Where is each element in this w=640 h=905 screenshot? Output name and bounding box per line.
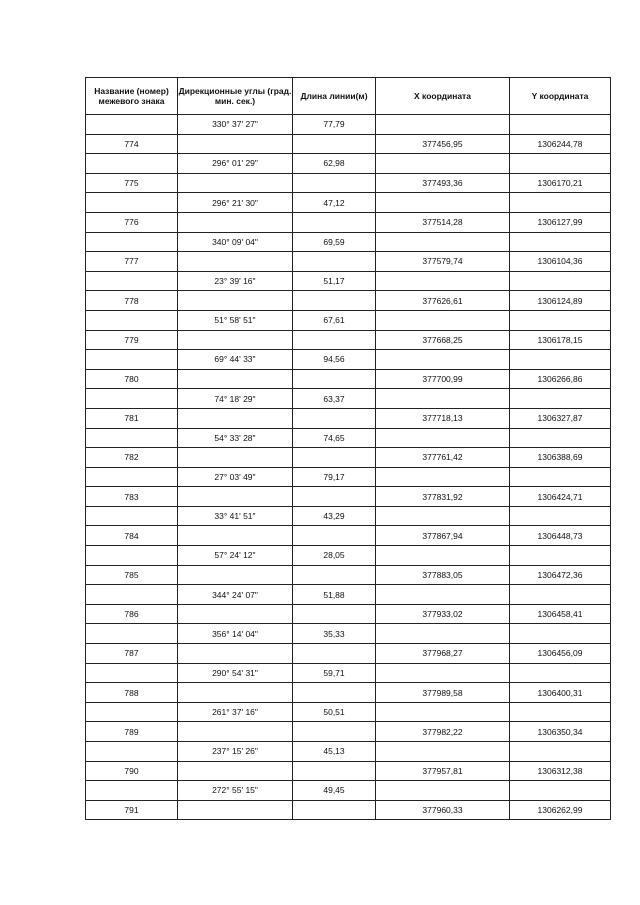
cell-x-coordinate: 377957,81 — [376, 761, 510, 781]
cell-point-name: 790 — [86, 761, 178, 781]
cell-direction-angle — [178, 212, 293, 232]
cell-line-length: 59,71 — [293, 663, 376, 683]
cell-point-name: 786 — [86, 604, 178, 624]
cell-point-name — [86, 781, 178, 801]
cell-line-length: 49,45 — [293, 781, 376, 801]
cell-point-name: 782 — [86, 448, 178, 468]
table-row — [86, 702, 611, 722]
cell-x-coordinate — [376, 663, 510, 683]
header-line-length: Длина линии(м) — [293, 78, 376, 115]
cell-x-coordinate — [376, 781, 510, 801]
cell-point-name — [86, 310, 178, 330]
cell-y-coordinate — [510, 310, 611, 330]
cell-point-name: 783 — [86, 487, 178, 507]
cell-point-name — [86, 232, 178, 252]
cell-direction-angle: 54° 33' 28" — [178, 428, 293, 448]
header-x-coordinate: X координата — [376, 78, 510, 115]
cell-y-coordinate — [510, 506, 611, 526]
cell-y-coordinate — [510, 350, 611, 370]
cell-line-length — [293, 330, 376, 350]
cell-line-length: 69,59 — [293, 232, 376, 252]
cell-x-coordinate: 377493,36 — [376, 173, 510, 193]
cell-x-coordinate — [376, 193, 510, 213]
table-row — [86, 252, 611, 272]
cell-point-name: 791 — [86, 800, 178, 820]
cell-y-coordinate — [510, 271, 611, 291]
cell-x-coordinate — [376, 350, 510, 370]
cell-x-coordinate — [376, 467, 510, 487]
cell-line-length — [293, 134, 376, 154]
cell-line-length: 43,29 — [293, 506, 376, 526]
cell-point-name: 778 — [86, 291, 178, 311]
cell-x-coordinate — [376, 585, 510, 605]
cell-y-coordinate: 1306350,34 — [510, 722, 611, 742]
table-row — [86, 408, 611, 428]
cell-x-coordinate — [376, 154, 510, 174]
cell-direction-angle — [178, 134, 293, 154]
cell-direction-angle: 330° 37' 27" — [178, 115, 293, 135]
cell-point-name: 788 — [86, 683, 178, 703]
cell-x-coordinate: 377933,02 — [376, 604, 510, 624]
table-row — [86, 467, 611, 487]
cell-direction-angle: 27° 03' 49" — [178, 467, 293, 487]
cell-x-coordinate — [376, 389, 510, 409]
cell-y-coordinate — [510, 624, 611, 644]
table-header-row — [86, 78, 611, 115]
cell-x-coordinate: 377982,22 — [376, 722, 510, 742]
cell-direction-angle: 261° 37' 16" — [178, 702, 293, 722]
cell-direction-angle — [178, 644, 293, 664]
cell-line-length — [293, 408, 376, 428]
cell-line-length: 45,13 — [293, 742, 376, 762]
cell-x-coordinate: 377761,42 — [376, 448, 510, 468]
cell-point-name: 774 — [86, 134, 178, 154]
cell-y-coordinate — [510, 546, 611, 566]
table-row — [86, 526, 611, 546]
cell-x-coordinate: 377579,74 — [376, 252, 510, 272]
cell-x-coordinate: 377989,58 — [376, 683, 510, 703]
cell-line-length — [293, 761, 376, 781]
cell-y-coordinate — [510, 742, 611, 762]
cell-line-length — [293, 173, 376, 193]
table-row — [86, 350, 611, 370]
cell-line-length: 62,98 — [293, 154, 376, 174]
cell-point-name: 784 — [86, 526, 178, 546]
cell-direction-angle: 356° 14' 04" — [178, 624, 293, 644]
cell-line-length: 94,56 — [293, 350, 376, 370]
cell-x-coordinate — [376, 310, 510, 330]
cell-x-coordinate: 377968,27 — [376, 644, 510, 664]
header-point-name: Название (номер) межевого знака — [86, 78, 178, 115]
cell-point-name: 781 — [86, 408, 178, 428]
cell-line-length: 35,33 — [293, 624, 376, 644]
cell-x-coordinate — [376, 271, 510, 291]
cell-line-length: 51,88 — [293, 585, 376, 605]
cell-y-coordinate — [510, 193, 611, 213]
cell-direction-angle: 57° 24' 12" — [178, 546, 293, 566]
table-row — [86, 683, 611, 703]
table-row — [86, 193, 611, 213]
cell-y-coordinate — [510, 585, 611, 605]
cell-x-coordinate: 377700,99 — [376, 369, 510, 389]
table-row — [86, 722, 611, 742]
cell-y-coordinate — [510, 781, 611, 801]
cell-x-coordinate: 377514,28 — [376, 212, 510, 232]
cell-y-coordinate: 1306456,09 — [510, 644, 611, 664]
cell-direction-angle — [178, 800, 293, 820]
cell-x-coordinate: 377718,13 — [376, 408, 510, 428]
cell-y-coordinate — [510, 154, 611, 174]
cell-line-length: 63,37 — [293, 389, 376, 409]
cell-direction-angle: 296° 01' 29" — [178, 154, 293, 174]
cell-point-name — [86, 663, 178, 683]
cell-line-length — [293, 487, 376, 507]
cell-point-name: 777 — [86, 252, 178, 272]
cell-point-name — [86, 350, 178, 370]
table-row — [86, 761, 611, 781]
cell-point-name — [86, 389, 178, 409]
cell-point-name — [86, 154, 178, 174]
cell-y-coordinate — [510, 428, 611, 448]
table-row — [86, 781, 611, 801]
cell-x-coordinate: 377831,92 — [376, 487, 510, 507]
table-row — [86, 271, 611, 291]
cell-direction-angle: 296° 21' 30" — [178, 193, 293, 213]
cell-direction-angle: 33° 41' 51" — [178, 506, 293, 526]
cell-point-name: 787 — [86, 644, 178, 664]
cell-point-name — [86, 624, 178, 644]
cell-x-coordinate — [376, 546, 510, 566]
cell-line-length — [293, 800, 376, 820]
table-row — [86, 134, 611, 154]
cell-direction-angle: 69° 44' 33" — [178, 350, 293, 370]
cell-x-coordinate — [376, 624, 510, 644]
table-row — [86, 448, 611, 468]
table-row — [86, 310, 611, 330]
cell-y-coordinate: 1306388,69 — [510, 448, 611, 468]
cell-direction-angle — [178, 565, 293, 585]
cell-line-length — [293, 644, 376, 664]
cell-x-coordinate: 377456,95 — [376, 134, 510, 154]
table-row — [86, 565, 611, 585]
table-row — [86, 742, 611, 762]
cell-direction-angle — [178, 722, 293, 742]
cell-direction-angle — [178, 487, 293, 507]
cell-point-name — [86, 428, 178, 448]
header-y-coordinate: Y координата — [510, 78, 611, 115]
cell-y-coordinate: 1306127,99 — [510, 212, 611, 232]
boundary-coordinates-table — [85, 77, 611, 820]
cell-point-name — [86, 193, 178, 213]
cell-direction-angle — [178, 683, 293, 703]
table-row — [86, 291, 611, 311]
table-row — [86, 585, 611, 605]
table-row — [86, 487, 611, 507]
cell-direction-angle — [178, 604, 293, 624]
table-row — [86, 173, 611, 193]
cell-line-length: 67,61 — [293, 310, 376, 330]
cell-y-coordinate — [510, 467, 611, 487]
cell-x-coordinate — [376, 506, 510, 526]
cell-x-coordinate — [376, 232, 510, 252]
cell-line-length: 74,65 — [293, 428, 376, 448]
cell-y-coordinate: 1306262,99 — [510, 800, 611, 820]
cell-y-coordinate: 1306400,31 — [510, 683, 611, 703]
cell-x-coordinate: 377626,61 — [376, 291, 510, 311]
cell-y-coordinate — [510, 232, 611, 252]
cell-point-name — [86, 742, 178, 762]
cell-line-length — [293, 722, 376, 742]
cell-line-length — [293, 212, 376, 232]
cell-x-coordinate — [376, 742, 510, 762]
cell-y-coordinate — [510, 389, 611, 409]
cell-point-name — [86, 467, 178, 487]
cell-point-name — [86, 585, 178, 605]
cell-line-length: 47,12 — [293, 193, 376, 213]
cell-y-coordinate: 1306124,89 — [510, 291, 611, 311]
cell-point-name: 780 — [86, 369, 178, 389]
cell-direction-angle: 51° 58' 51" — [178, 310, 293, 330]
cell-line-length: 77,79 — [293, 115, 376, 135]
cell-direction-angle — [178, 526, 293, 546]
table-row — [86, 624, 611, 644]
cell-y-coordinate: 1306424,71 — [510, 487, 611, 507]
cell-point-name — [86, 546, 178, 566]
table-row — [86, 115, 611, 135]
cell-line-length: 50,51 — [293, 702, 376, 722]
cell-y-coordinate: 1306266,86 — [510, 369, 611, 389]
cell-direction-angle: 237° 15' 26" — [178, 742, 293, 762]
cell-line-length — [293, 526, 376, 546]
cell-direction-angle — [178, 448, 293, 468]
cell-y-coordinate — [510, 115, 611, 135]
cell-y-coordinate: 1306327,87 — [510, 408, 611, 428]
cell-line-length — [293, 683, 376, 703]
cell-direction-angle: 340° 09' 04" — [178, 232, 293, 252]
cell-direction-angle — [178, 291, 293, 311]
cell-direction-angle: 344° 24' 07" — [178, 585, 293, 605]
cell-point-name: 776 — [86, 212, 178, 232]
cell-x-coordinate: 377883,05 — [376, 565, 510, 585]
table-row — [86, 330, 611, 350]
table-row — [86, 389, 611, 409]
cell-direction-angle — [178, 369, 293, 389]
cell-line-length — [293, 448, 376, 468]
cell-x-coordinate — [376, 428, 510, 448]
table-row — [86, 546, 611, 566]
cell-line-length — [293, 369, 376, 389]
cell-y-coordinate: 1306170,21 — [510, 173, 611, 193]
cell-point-name: 775 — [86, 173, 178, 193]
table-row — [86, 232, 611, 252]
cell-line-length: 79,17 — [293, 467, 376, 487]
cell-direction-angle — [178, 761, 293, 781]
cell-x-coordinate: 377960,33 — [376, 800, 510, 820]
table-row — [86, 369, 611, 389]
cell-direction-angle: 290° 54' 31" — [178, 663, 293, 683]
cell-direction-angle — [178, 173, 293, 193]
cell-x-coordinate — [376, 702, 510, 722]
cell-y-coordinate: 1306312,38 — [510, 761, 611, 781]
cell-line-length — [293, 252, 376, 272]
cell-x-coordinate: 377867,94 — [376, 526, 510, 546]
table-body — [86, 115, 611, 820]
cell-point-name — [86, 506, 178, 526]
cell-y-coordinate — [510, 663, 611, 683]
cell-point-name: 785 — [86, 565, 178, 585]
cell-y-coordinate: 1306458,41 — [510, 604, 611, 624]
table-row — [86, 663, 611, 683]
table-row — [86, 644, 611, 664]
cell-line-length — [293, 291, 376, 311]
table-row — [86, 212, 611, 232]
cell-direction-angle: 23° 39' 16" — [178, 271, 293, 291]
cell-point-name: 789 — [86, 722, 178, 742]
cell-y-coordinate: 1306244,78 — [510, 134, 611, 154]
cell-direction-angle — [178, 330, 293, 350]
cell-y-coordinate: 1306472,36 — [510, 565, 611, 585]
header-direction-angle: Дирекционные углы (град. мин. сек.) — [178, 78, 293, 115]
cell-y-coordinate: 1306448,73 — [510, 526, 611, 546]
table-row — [86, 506, 611, 526]
table-row — [86, 428, 611, 448]
cell-point-name — [86, 115, 178, 135]
cell-y-coordinate: 1306104,36 — [510, 252, 611, 272]
cell-line-length — [293, 604, 376, 624]
table-row — [86, 154, 611, 174]
cell-x-coordinate: 377668,25 — [376, 330, 510, 350]
cell-point-name — [86, 702, 178, 722]
cell-direction-angle — [178, 408, 293, 428]
cell-line-length — [293, 565, 376, 585]
table-row — [86, 800, 611, 820]
cell-y-coordinate — [510, 702, 611, 722]
table-row — [86, 604, 611, 624]
cell-line-length: 51,17 — [293, 271, 376, 291]
cell-direction-angle — [178, 252, 293, 272]
cell-direction-angle: 272° 55' 15" — [178, 781, 293, 801]
cell-x-coordinate — [376, 115, 510, 135]
cell-line-length: 28,05 — [293, 546, 376, 566]
cell-direction-angle: 74° 18' 29" — [178, 389, 293, 409]
cell-point-name: 779 — [86, 330, 178, 350]
cell-y-coordinate: 1306178,15 — [510, 330, 611, 350]
cell-point-name — [86, 271, 178, 291]
